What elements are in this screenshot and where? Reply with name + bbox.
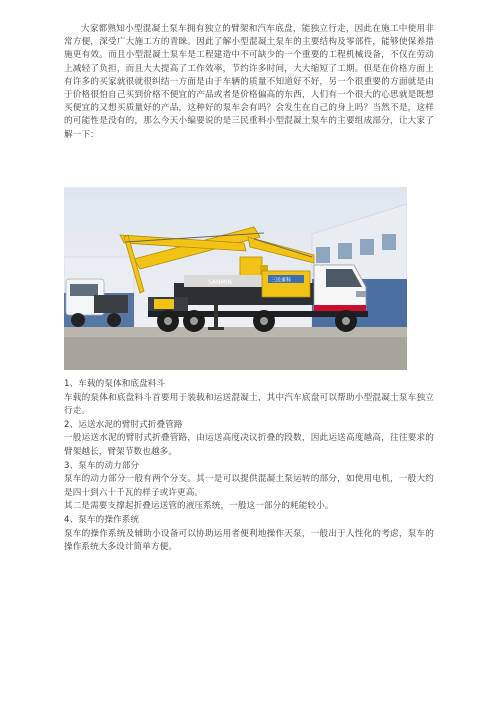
truck-badge-text: 三民重科 bbox=[271, 277, 292, 284]
section-heading: 3、泵车的动力部分 bbox=[64, 460, 140, 471]
section-paragraph: 其二是需要支撑起折叠运送管的液压系统，一般这一部分的耗能较小。 bbox=[64, 501, 334, 512]
section-paragraph: 泵车的操作系统及辅助小设备可以协助运用者便利地操作天泵，一般出于人性化的考虑，泵车的操作系统大多设计简单方便。 bbox=[64, 528, 434, 553]
section-paragraph: 车载的泵体和底盘料斗首要用于装载和运送混凝土，其中汽车底盘可以帮助小型混凝土泵车独立行走。 bbox=[64, 392, 434, 417]
section-heading: 4、泵车的操作系统 bbox=[64, 514, 140, 525]
section-paragraph: 泵车的动力部分一般有两个分支。其一是可以提供混凝土泵运转的部分，如使用电机，一般大约是四十到六十千瓦的样子或许更高。 bbox=[64, 474, 434, 498]
section-heading: 1、车载的泵体和底盘料斗 bbox=[64, 379, 166, 389]
sections-body bbox=[64, 378, 434, 555]
boom-brand-text: SANMIN bbox=[208, 279, 232, 286]
truck-illustration bbox=[64, 187, 407, 370]
concrete-pump-truck-photo bbox=[64, 187, 407, 370]
section-heading: 2、运送水泥的臂肘式折叠管路 bbox=[64, 419, 183, 430]
intro-paragraph: 大家都熟知小型混凝土泵车拥有独立的臂架和汽车底盘，能独立行走，因此在施工中使用非常方便，深受广大施工方的青睐。因此了解小型混凝土泵车的主要结构及零部件，能够使保养措施更有效。而且小型混凝土泵车是工程建造中不可缺少的一个重要的工程机械设备，不仅在劳动上减轻了负担，而且大大提高了工作效率，节约许多时间，大大缩短了工期。但是在价格方面上有许多的买家就很就很纠结一方面是由于车辆的质量不知道好不好，另一个很重要的方面就是由于价格很怕自己买到价格不便宜的产品或者是价格偏高的东西，人们有一个很大的心思就是既想买便宜的又想买质量好的产品，这种好的泵车会有吗？会发生在自己的身上吗？当然不是，这样的可能性是没有的，那么今天小编要说的是三民重科小型混凝土泵车的主要组成部分，让大家了解一下： bbox=[64, 24, 434, 140]
section-paragraph: 一般运送水泥的臂肘式折叠管路，由运送高度决议折叠的段数，因此运送高度越高，往往要求的臂架越长，臂架节数也越多。 bbox=[64, 433, 434, 457]
